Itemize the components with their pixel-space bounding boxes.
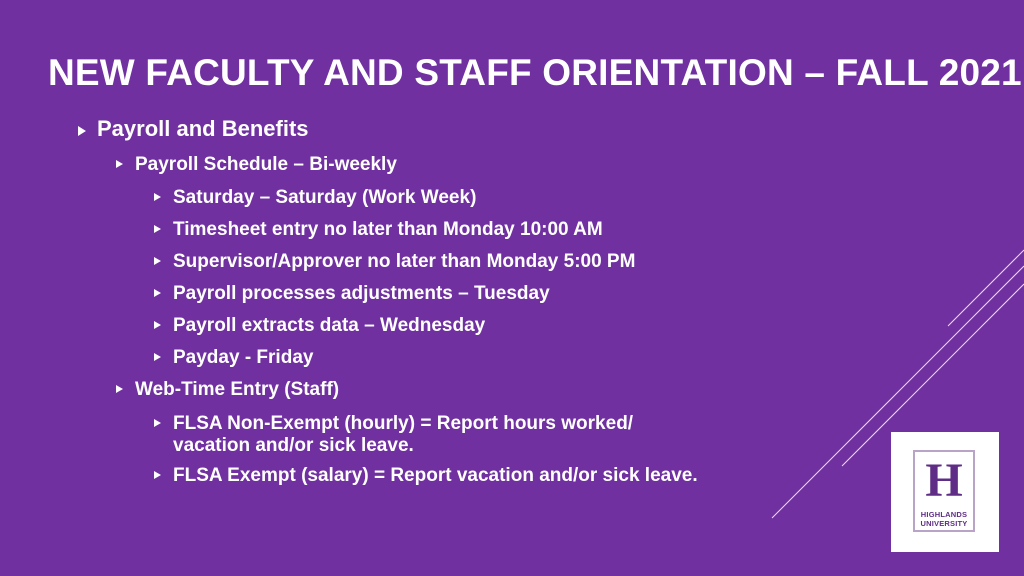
- deco-line-1: [948, 250, 1024, 326]
- logo-wordmark-line1: HIGHLANDS: [920, 510, 968, 519]
- bullet-text: Web-Time Entry (Staff): [135, 379, 340, 400]
- bullet-arrow-icon: [154, 471, 161, 479]
- bullet-arrow-icon: [116, 385, 123, 393]
- university-logo: [891, 432, 999, 552]
- bullet-text: Saturday – Saturday (Work Week): [173, 187, 477, 208]
- bullet-arrow-icon: [154, 321, 161, 329]
- bullet-web-time-entry: [116, 379, 339, 401]
- bullet-payroll-schedule: [116, 154, 397, 176]
- bullet-arrow-icon: [154, 353, 161, 361]
- logo-frame: [913, 450, 975, 532]
- bullet-text: Payroll extracts data – Wednesday: [173, 315, 486, 336]
- bullet-arrow-icon: [154, 193, 161, 201]
- bullet-text-line-2: vacation and/or sick leave.: [173, 435, 414, 456]
- bullet-payroll-adjustments: [154, 283, 550, 305]
- bullet-payroll-benefits: [78, 118, 309, 140]
- bullet-text: Timesheet entry no later than Monday 10:00 AM: [173, 219, 603, 240]
- bullet-flsa-exempt: [154, 465, 698, 487]
- bullet-arrow-icon: [154, 257, 161, 265]
- logo-wordmark-line2: UNIVERSITY: [920, 519, 968, 528]
- bullet-flsa-non-exempt: [154, 413, 633, 457]
- bullet-text: Payroll and Benefits: [97, 116, 309, 141]
- bullet-work-week: [154, 187, 476, 209]
- bullet-payroll-extracts: [154, 315, 485, 337]
- bullet-text: Payday - Friday: [173, 347, 314, 368]
- bullet-arrow-icon: [154, 289, 161, 297]
- bullet-arrow-icon: [154, 225, 161, 233]
- bullet-text: Supervisor/Approver no later than Monday 5:00 PM: [173, 251, 636, 272]
- bullet-text: Payroll Schedule – Bi-weekly: [135, 154, 397, 175]
- bullet-text-line-1: FLSA Non-Exempt (hourly) = Report hours worked/: [173, 413, 634, 434]
- logo-letter: H: [925, 454, 963, 507]
- bullet-text-block: [173, 413, 633, 457]
- bullet-text: FLSA Exempt (salary) = Report vacation and/or sick leave.: [173, 465, 698, 486]
- slide-title: NEW FACULTY AND STAFF ORIENTATION – FALL 2021: [48, 52, 1022, 93]
- bullet-arrow-icon: [78, 126, 86, 136]
- bullet-arrow-icon: [116, 160, 123, 168]
- bullet-text: Payroll processes adjustments – Tuesday: [173, 283, 550, 304]
- bullet-arrow-icon: [154, 419, 161, 427]
- bullet-payday: [154, 347, 313, 369]
- bullet-timesheet-entry: [154, 219, 603, 241]
- bullet-supervisor-approver: [154, 251, 635, 273]
